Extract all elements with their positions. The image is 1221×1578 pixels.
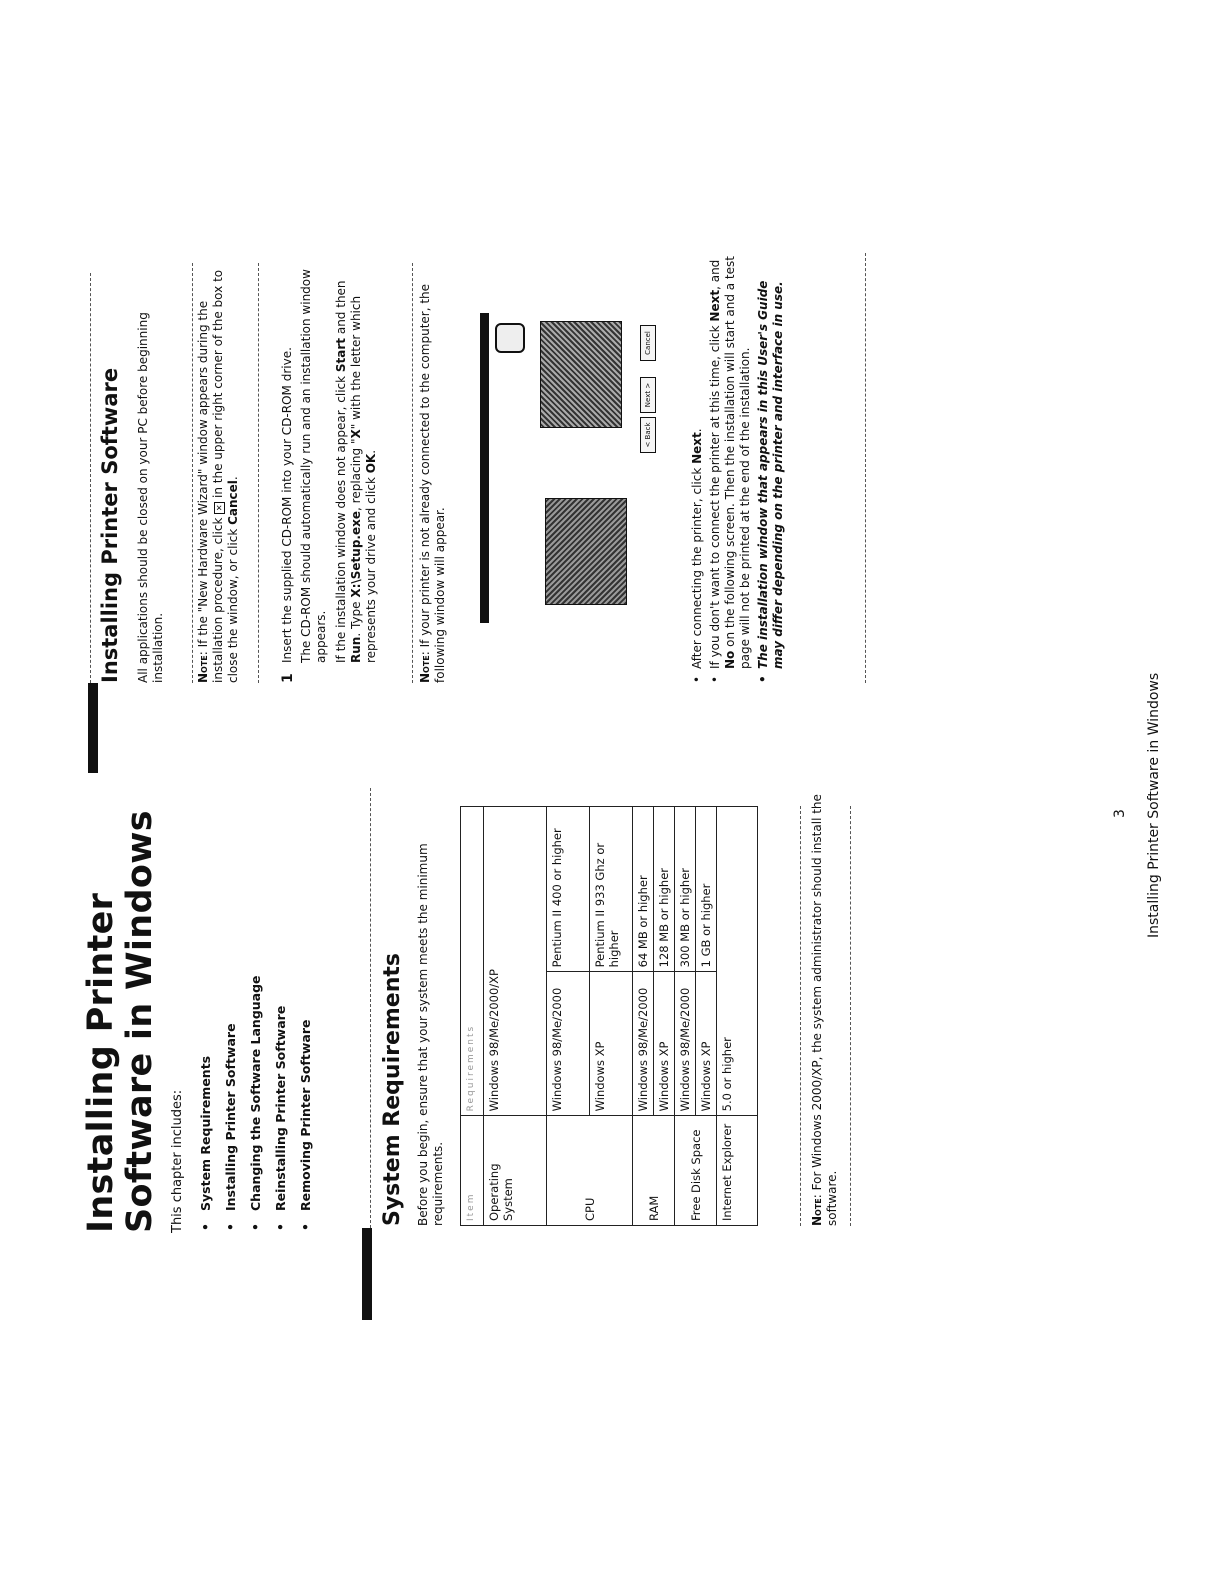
note-text: . <box>226 476 240 481</box>
step-detail: The CD-ROM should automatically run and an installation window appears. <box>299 269 328 663</box>
term-start: Start <box>334 337 348 373</box>
table-cell: Pentium II 400 or higher <box>547 807 590 972</box>
term-next: Next <box>690 432 704 464</box>
table-header-requirements: Requirements <box>461 807 484 1116</box>
table-cell: Windows 98/Me/2000/XP <box>484 807 547 1116</box>
divider <box>258 263 259 683</box>
page-number: 3 <box>1112 809 1128 818</box>
section-marker-bar <box>88 683 98 773</box>
table-cell: Windows 98/Me/2000 <box>633 972 654 1116</box>
text: on the following screen. Then the installation will start and a test page will not be printed at the end of the installation. <box>723 256 752 669</box>
divider <box>90 273 91 683</box>
note-printer-not-connected <box>418 263 448 683</box>
text: After connecting the printer, click <box>690 463 704 669</box>
chapter-title-line1: Installing Printer <box>81 892 121 1233</box>
table-cell: Free Disk Space <box>675 1116 717 1226</box>
table-cell: Operating System <box>484 1116 547 1226</box>
chapter-contents-list <box>196 673 321 1233</box>
table-cell: Pentium II 933 Ghz or higher <box>590 807 633 972</box>
text: If the installation window does not appear, click <box>334 372 348 663</box>
text: , replacing " <box>349 438 363 511</box>
table-cell: CPU <box>547 1116 633 1226</box>
divider <box>850 806 851 1226</box>
step-text: Insert the supplied CD-ROM into your CD-ROM drive. <box>280 347 294 663</box>
installation-window-screenshot <box>480 313 680 623</box>
list-item: • The installation window that appears in this User's Guide may differ depending on the printer and interface in use. <box>756 253 786 683</box>
table-cell: 64 MB or higher <box>633 807 654 972</box>
list-item: • Reinstalling Printer Software <box>271 673 296 1233</box>
term-x: X <box>349 429 363 439</box>
term-next: Next <box>708 289 722 322</box>
step-number: 1 <box>280 673 296 683</box>
table-row <box>547 807 590 1226</box>
note-admin <box>810 786 840 1226</box>
installing-intro: All applications should be closed on your PC before beginning installation. <box>136 312 165 683</box>
note-text: in the upper right corner of the box to close the window, or click <box>211 269 240 683</box>
window-titlebar <box>480 313 489 623</box>
text: " with the letter which represents your drive and click <box>349 295 378 663</box>
cancel-button[interactable]: Cancel <box>640 325 656 361</box>
divider <box>192 263 193 683</box>
table-cell: Internet Explorer <box>717 1116 758 1226</box>
table-cell: Windows XP <box>590 972 633 1116</box>
usb-cable-image <box>545 498 627 605</box>
table-row <box>717 807 758 1226</box>
note-label: Note <box>810 1198 824 1226</box>
note-new-hardware-wizard <box>196 258 241 683</box>
table-cell: Windows 98/Me/2000 <box>547 972 590 1116</box>
table-header-row <box>461 807 484 1226</box>
table-cell: 1 GB or higher <box>696 807 717 972</box>
divider <box>370 788 371 1228</box>
note-text: : If the "New Hardware Wizard" window appears during the installation procedure, click <box>196 300 225 683</box>
list-item <box>690 253 705 683</box>
note-label: Note <box>418 655 432 683</box>
list-item: • Removing Printer Software <box>296 673 321 1233</box>
footer-title: Installing Printer Software in Windows <box>1146 672 1162 938</box>
step-detail-manual-run <box>334 258 379 663</box>
note-label: Note <box>196 655 210 683</box>
table-cell: Windows XP <box>654 972 675 1116</box>
table-cell: 300 MB or higher <box>675 807 696 972</box>
printer-logo-icon <box>495 323 525 353</box>
table-cell: 5.0 or higher <box>717 807 758 1116</box>
table-cell: RAM <box>633 1116 675 1226</box>
printer-port-image <box>540 321 622 428</box>
table-cell: Windows 98/Me/2000 <box>675 972 696 1116</box>
note-cancel-term: Cancel <box>226 480 240 525</box>
note-text: : For Windows 2000/XP, the system administrator should install the software. <box>810 794 839 1226</box>
next-button[interactable]: Next > <box>640 377 656 413</box>
chapter-title-line2: Software in Windows <box>120 810 160 1233</box>
term-no: No <box>723 650 737 669</box>
table-row <box>484 807 547 1226</box>
list-item: • Installing Printer Software <box>221 673 246 1233</box>
divider <box>865 253 866 683</box>
table-cell: Windows XP <box>696 972 717 1116</box>
list-item <box>708 253 753 683</box>
close-box-icon: ✕ <box>214 502 225 514</box>
table-header-item: Item <box>461 1116 484 1226</box>
table-row <box>633 807 654 1226</box>
text: . <box>690 428 704 433</box>
system-requirements-intro: Before you begin, ensure that your system meets the minimum requirements. <box>416 843 445 1226</box>
text: and then <box>334 280 348 338</box>
text: . <box>364 449 378 454</box>
list-item: • System Requirements <box>196 673 221 1233</box>
table-row <box>675 807 696 1226</box>
table-cell: 128 MB or higher <box>654 807 675 972</box>
term-ok: OK <box>364 453 378 474</box>
list-item: • Changing the Software Language <box>246 673 271 1233</box>
term-setup-path: X:\Setup.exe <box>349 510 363 598</box>
text: If you don't want to connect the printer at this time, click <box>708 321 722 669</box>
text: . Type <box>349 597 363 637</box>
back-button[interactable]: < Back <box>640 417 656 453</box>
note-text: : If your printer is not already connected to the computer, the following window will appear. <box>418 283 447 683</box>
divider <box>800 806 801 1226</box>
requirements-table <box>460 806 758 1226</box>
divider <box>412 263 413 683</box>
section-title-system-requirements: System Requirements <box>380 952 405 1226</box>
term-run: Run <box>349 636 363 663</box>
chapter-intro: This chapter includes: <box>170 1089 185 1233</box>
text: , and <box>708 259 722 290</box>
installation-notes-list <box>690 253 789 683</box>
section-title-installing: Installing Printer Software <box>98 367 122 683</box>
section-marker-bar <box>362 1228 372 1320</box>
